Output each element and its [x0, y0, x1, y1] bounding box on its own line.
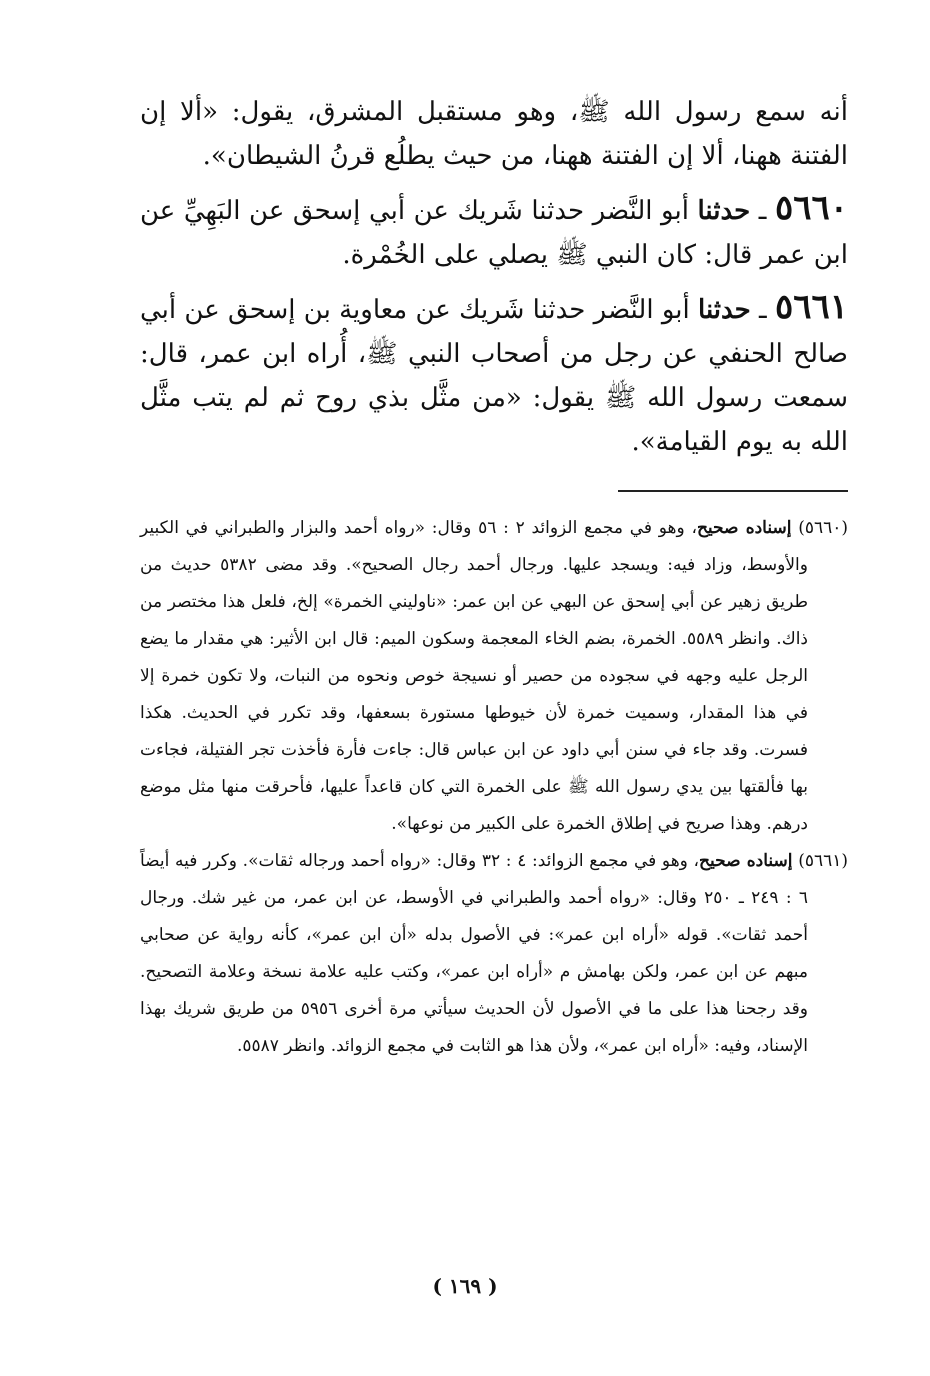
hadith-text: أبو النَّضر حدثنا شَريك عن أبي إسحق عن البَهِيِّ عن ابن عمر قال: كان النبي ﷺ يصلي على الخُمْرة. — [140, 196, 848, 270]
footnote-divider — [618, 490, 848, 492]
footnote-text: ، وهو في مجمع الزوائد ٢ : ٥٦ وقال: «رواه أحمد والبزار والطبراني في الكبير والأوسط، وزاد فيه: ويسجد عليها. ورجال أحمد رجال الصحيح». وقد مضى ٥٣٨٢ حديث من طريق زهير عن أبي إسحق عن البهي عن ابن عمر: «ناوليني الخمرة» إلخ، فلعل هذا مختصر من ذاك. وانظر ٥٥٨٩. الخمرة، بضم الخاء المعجمة وسكون الميم: قال ابن الأثير: هي مقدار ما يضع الرجل عليه وجهه في سجوده من حصير أو نسيجة خوص ونحوه من النبات، ولا تكون خمرة إلا في هذا المقدار، وسميت خمرة لأن خيوطها مستورة بسعفها، وقد تكرر في الحديث. هكذا فسرت. وقد جاء في سنن أبي داود عن ابن عباس قال: جاءت فأرة فأخذت تجر الفتيلة، فجاءت بها فألقتها بين يدي رسول الله ﷺ على الخمرة التي كان قاعداً عليها، فأحرقت منها مثل موضع درهم. وهذا صريح في إطلاق الخمرة على الكبير من نوعها». — [140, 518, 808, 834]
hadith-text: أبو النَّضر حدثنا شَريك عن معاوية بن إسحق عن أبي صالح الحنفي عن رجل من أصحاب النبي ﷺ، أُراه ابن عمر، قال: سمعت رسول الله ﷺ يقول: «من مثَّل بذي روح ثم لم يتب مثَّل الله به يوم القيامة». — [140, 295, 848, 457]
footnote-grading: إسناده صحيح — [696, 518, 792, 538]
hadith-lead-word: حدثنا — [698, 295, 751, 325]
main-text — [140, 90, 848, 464]
hadith-number: ٥٦٦١ — [774, 287, 848, 327]
paragraph-continuation: أنه سمع رسول الله ﷺ، وهو مستقبل المشرق، يقول: «ألا إن الفتنة ههنا، ألا إن الفتنة ههنا، من حيث يطلُع قرنُ الشيطان». — [140, 97, 848, 171]
page-body — [140, 90, 848, 1065]
footnote-number: (٥٦٦١) — [798, 851, 849, 871]
page-number: ( ١٦٩ ) — [432, 1274, 498, 1298]
hadith-dash: ـ — [750, 295, 775, 325]
footnote-text: ، وهو في مجمع الزوائد: ٤ : ٣٢ وقال: «رواه أحمد ورجاله ثقات». وكرر فيه أيضاً ٦ : ٢٤٩ ـ ٢٥٠ وقال: «رواه أحمد والطبراني في الأوسط، عن ابن عمر، من غير شك. ورجال أحمد ثقات». قوله «أراه ابن عمر»: في الأصول بدله «أن ابن عمر»، كأنه رواية عن صحابي مبهم عن ابن عمر، ولكن بهامش م «أراه ابن عمر»، وكتب عليه علامة نسخة وعلامة التصحيح. وقد رجحنا هذا على ما في الأصول لأن الحديث سيأتي مرة أخرى ٥٩٥٦ من طريق شريك بهذا الإسناد، وفيه: «أراه ابن عمر»، ولأن هذا هو الثابت في مجمع الزوائد. وانظر ٥٥٨٧. — [140, 851, 808, 1056]
footnote-5661 — [140, 843, 848, 1065]
hadith-5660 — [140, 186, 848, 277]
hadith-number: ٥٦٦٠ — [774, 188, 848, 228]
footnote-number: (٥٦٦٠) — [798, 518, 848, 538]
footnotes — [140, 510, 848, 1065]
hadith-dash: ـ — [750, 196, 775, 226]
footnote-5660 — [140, 510, 848, 843]
hadith-lead-word: حدثنا — [697, 196, 751, 226]
footnote-grading: إسناده صحيح — [699, 851, 793, 871]
hadith-5661 — [140, 285, 848, 464]
